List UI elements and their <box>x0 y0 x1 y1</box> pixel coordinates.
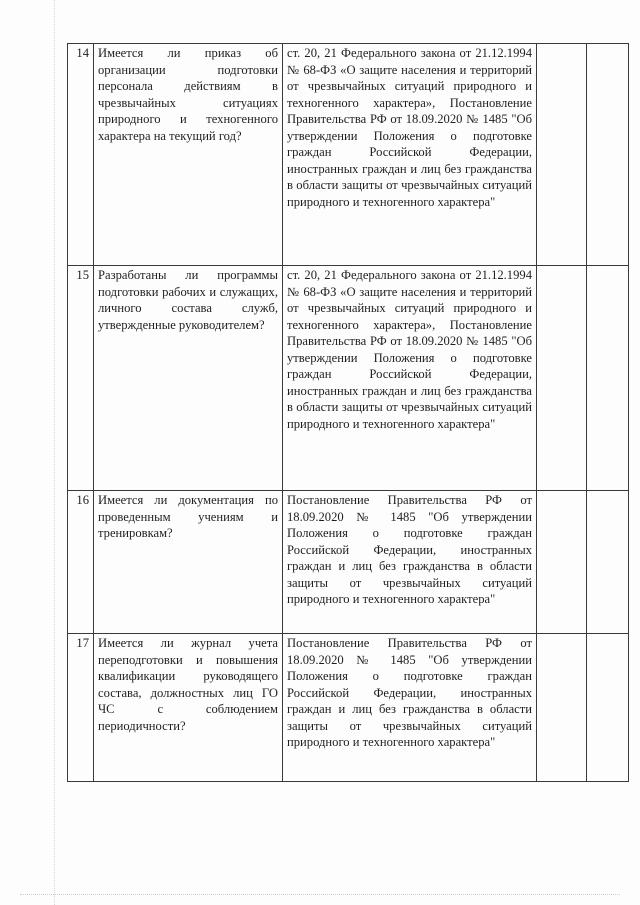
note-cell[interactable] <box>587 491 629 634</box>
row-number: 17 <box>68 634 94 782</box>
legal-basis-cell: ст. 20, 21 Федерального закона от 21.12.1994 № 68-ФЗ «О защите населения и территорий от чрезвычайных ситуаций природного и техногенного характера», Постановление Правительства РФ от 18.09.2020 № 1485 "Об утверждении Положения о подготовке граждан Российской Федерации, иностранных граждан и лиц без гражданства в области защиты от чрезвычайных ситуаций природного и техногенного характера" <box>283 266 537 491</box>
legal-basis-cell: Постановление Правительства РФ от 18.09.2020 № 1485 "Об утверждении Положения о подготовке граждан Российской Федерации, иностранных граждан и лиц без гражданства в области защиты от чрезвычайных ситуаций природного и техногенного характера" <box>283 491 537 634</box>
note-cell[interactable] <box>587 634 629 782</box>
row-number: 15 <box>68 266 94 491</box>
table-row <box>68 634 629 782</box>
scan-bottom-edge <box>20 894 620 895</box>
answer-cell[interactable] <box>537 634 587 782</box>
note-cell[interactable] <box>587 44 629 266</box>
question-cell: Имеется ли журнал учета переподготовки и повышения квалификации руководящего состава, должностных лиц ГО ЧС с соблюдением периодичности? <box>94 634 283 782</box>
answer-cell[interactable] <box>537 491 587 634</box>
note-cell[interactable] <box>587 266 629 491</box>
scan-fold-line <box>54 0 55 905</box>
answer-cell[interactable] <box>537 44 587 266</box>
table-row <box>68 44 629 266</box>
table-row <box>68 491 629 634</box>
answer-cell[interactable] <box>537 266 587 491</box>
table-row <box>68 266 629 491</box>
question-cell: Имеется ли документация по проведенным учениям и тренировкам? <box>94 491 283 634</box>
checklist-table <box>67 43 629 782</box>
legal-basis-cell: ст. 20, 21 Федерального закона от 21.12.1994 № 68-ФЗ «О защите населения и территорий от чрезвычайных ситуаций природного и техногенного характера», Постановление Правительства РФ от 18.09.2020 № 1485 "Об утверждении Положения о подготовке граждан Российской Федерации, иностранных граждан и лиц без гражданства в области защиты от чрезвычайных ситуаций природного и техногенного характера" <box>283 44 537 266</box>
question-cell: Разработаны ли программы подготовки рабочих и служащих, личного состава служб, утвержденные руководителем? <box>94 266 283 491</box>
legal-basis-cell: Постановление Правительства РФ от 18.09.2020 № 1485 "Об утверждении Положения о подготовке граждан Российской Федерации, иностранных граждан и лиц без гражданства в области защиты от чрезвычайных ситуаций природного и техногенного характера" <box>283 634 537 782</box>
question-cell: Имеется ли приказ об организации подготовки персонала действиям в чрезвычайных ситуациях природного и техногенного характера на текущий год? <box>94 44 283 266</box>
row-number: 14 <box>68 44 94 266</box>
row-number: 16 <box>68 491 94 634</box>
